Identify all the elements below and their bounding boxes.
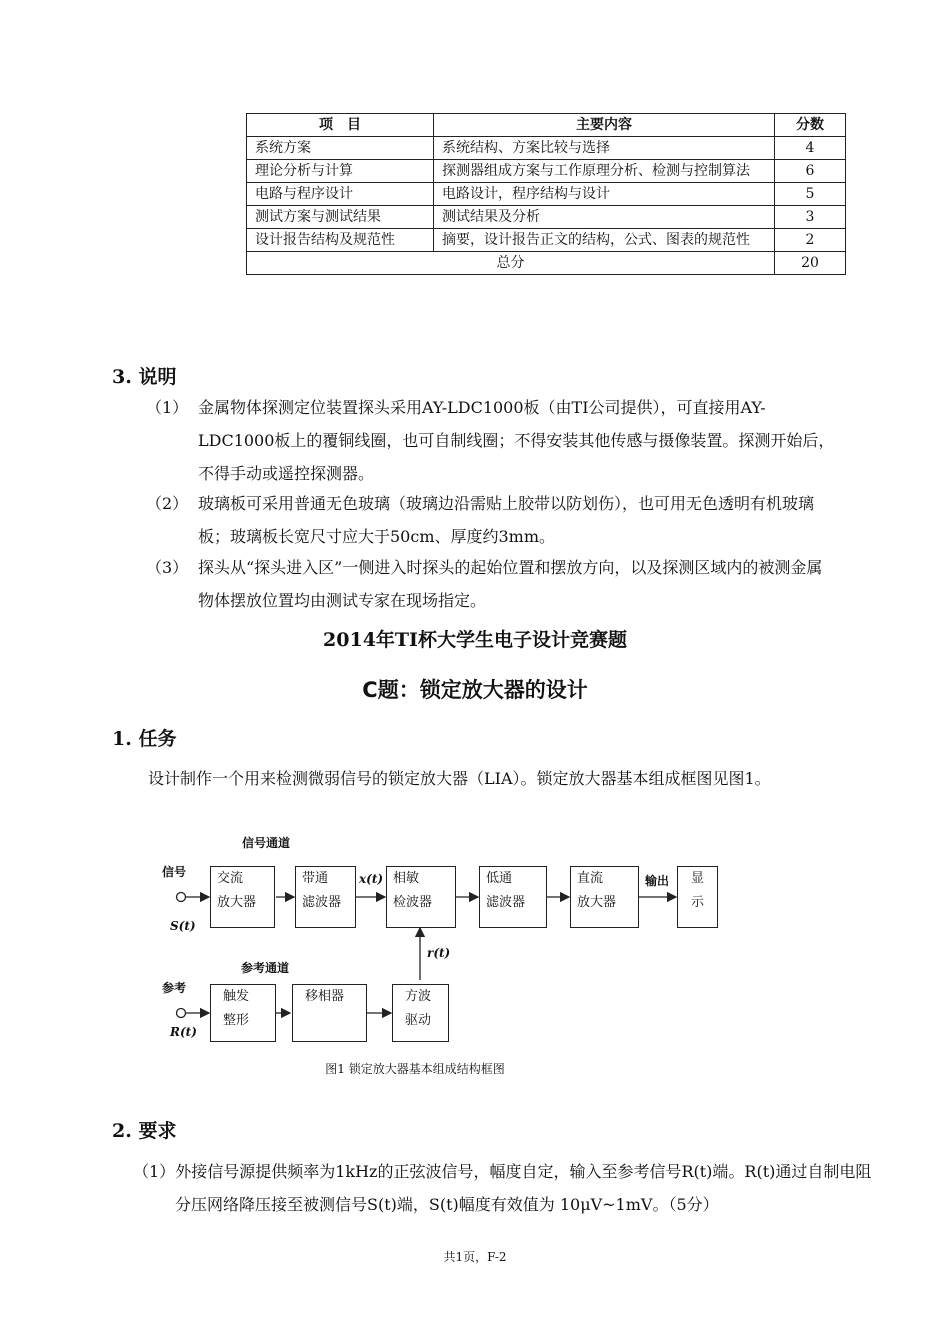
note-3-label: （3） [146, 558, 189, 577]
table-cell-item: 设计报告结构及规范性 [247, 229, 434, 252]
table-cell-item: 电路与程序设计 [247, 183, 434, 206]
block-label: 滤波器 [302, 895, 342, 910]
table-header-score: 分数 [775, 114, 846, 137]
page-footer: 共1页，F-2 [443, 1250, 507, 1264]
block-label: 整形 [223, 1013, 250, 1028]
table-cell-content: 电路设计，程序结构与设计 [434, 183, 775, 206]
task-heading: 1. 任务 [112, 728, 177, 750]
table-row [247, 206, 846, 229]
problem-title: C题：锁定放大器的设计 [362, 678, 588, 702]
ac-amplifier-block [210, 866, 275, 928]
block-label: 触发 [223, 989, 250, 1004]
table-cell-score: 3 [775, 206, 846, 229]
table-total-row [247, 252, 846, 275]
block-label: 交流 [217, 871, 244, 886]
table-cell-score: 4 [775, 137, 846, 160]
block-label: 相敏 [393, 871, 420, 886]
note-2-text: 玻璃板可采用普通无色玻璃（玻璃边沿需贴上胶带以防划伤），也可用无色透明有机玻璃板；玻璃板长宽尺寸应大于50cm、厚度约3mm。 [198, 494, 815, 546]
table-cell-score: 2 [775, 229, 846, 252]
note-3-text: 探头从“探头进入区”一侧进入时探头的起始位置和摆放方向，以及探测区域内的被测金属物体摆放位置均由测试专家在现场指定。 [198, 558, 823, 610]
lowpass-filter-block [479, 866, 547, 928]
block-label: 直流 [577, 871, 604, 886]
table-total-label: 总分 [247, 252, 775, 275]
scoring-table [246, 113, 846, 275]
signal-input-terminal [177, 893, 186, 902]
signal-input-label: 信号 [162, 865, 187, 879]
table-row [247, 160, 846, 183]
block-label: 滤波器 [486, 895, 526, 910]
phase-sensitive-detector-block [386, 866, 456, 928]
section-3-heading: 3. 说明 [112, 366, 177, 388]
block-label: 驱动 [405, 1013, 432, 1028]
block-label: 带通 [302, 871, 329, 886]
table-row [247, 183, 846, 206]
trigger-shaping-block [210, 984, 276, 1042]
phase-shifter-block [292, 984, 367, 1042]
figure-caption: 图1 锁定放大器基本组成结构框图 [325, 1062, 505, 1076]
note-1-label: （1） [146, 398, 189, 417]
note-2-label: （2） [146, 494, 189, 513]
block-label: 低通 [486, 871, 513, 886]
contest-title: 2014年TI杯大学生电子设计竞赛题 [323, 629, 627, 651]
table-total-score: 20 [775, 252, 846, 275]
requirements-heading: 2. 要求 [112, 1120, 177, 1142]
block-label: 示 [690, 895, 704, 910]
table-cell-content: 测试结果及分析 [434, 206, 775, 229]
table-cell-item: 系统方案 [247, 137, 434, 160]
task-text: 设计制作一个用来检测微弱信号的锁定放大器（LIA）。锁定放大器基本组成框图见图1。 [148, 769, 771, 788]
signal-symbol: S(t) [170, 919, 196, 933]
dc-amplifier-block [570, 866, 639, 928]
block-label: 显 [690, 871, 704, 886]
table-cell-content: 系统结构、方案比较与选择 [434, 137, 775, 160]
block-label: 放大器 [577, 895, 617, 910]
table-row [247, 137, 846, 160]
table-header-content: 主要内容 [434, 114, 775, 137]
x-symbol: x(t) [359, 872, 384, 886]
table-cell-score: 6 [775, 160, 846, 183]
table-cell-content: 摘要，设计报告正文的结构，公式、图表的规范性 [434, 229, 775, 252]
table-header-item: 项 目 [247, 114, 434, 137]
output-label: 输出 [645, 874, 670, 888]
block-label: 放大器 [217, 895, 257, 910]
table-cell-score: 5 [775, 183, 846, 206]
signal-channel-label: 信号通道 [242, 836, 291, 850]
reference-input-label: 参考 [162, 981, 187, 995]
block-label: 移相器 [305, 989, 345, 1004]
note-1-text: 金属物体探测定位装置探头采用AY-LDC1000板（由TI公司提供），可直接用AY-LDC1000板上的覆铜线圈，也可自制线圈；不得安装其他传感与摄像装置。探测开始后，不得手动或遥控探测器。 [198, 398, 835, 483]
display-block [677, 866, 718, 928]
reference-symbol: R(t) [170, 1025, 197, 1039]
block-label: 检波器 [393, 895, 433, 910]
requirement-1 [133, 1155, 885, 1221]
requirement-1-text: 外接信号源提供频率为1kHz的正弦波信号，幅度自定，输入至参考信号R(t)端。R(t)通过自制电阻分压网络降压接至被测信号S(t)端，S(t)幅度有效值为 10μV~1mV。（5分） [175, 1162, 872, 1214]
table-cell-content: 探测器组成方案与工作原理分析、检测与控制算法 [434, 160, 775, 183]
r-symbol: r(t) [427, 946, 451, 960]
table-cell-item: 测试方案与测试结果 [247, 206, 434, 229]
block-label: 方波 [405, 989, 432, 1004]
requirement-1-label: （1） [133, 1162, 176, 1181]
reference-input-terminal [177, 1009, 186, 1018]
block-diagram [155, 830, 735, 1055]
square-wave-driver-block [392, 984, 449, 1042]
table-cell-item: 理论分析与计算 [247, 160, 434, 183]
table-header-row [247, 114, 846, 137]
table-row [247, 229, 846, 252]
reference-channel-label: 参考通道 [241, 961, 290, 975]
bandpass-filter-block [295, 866, 356, 928]
